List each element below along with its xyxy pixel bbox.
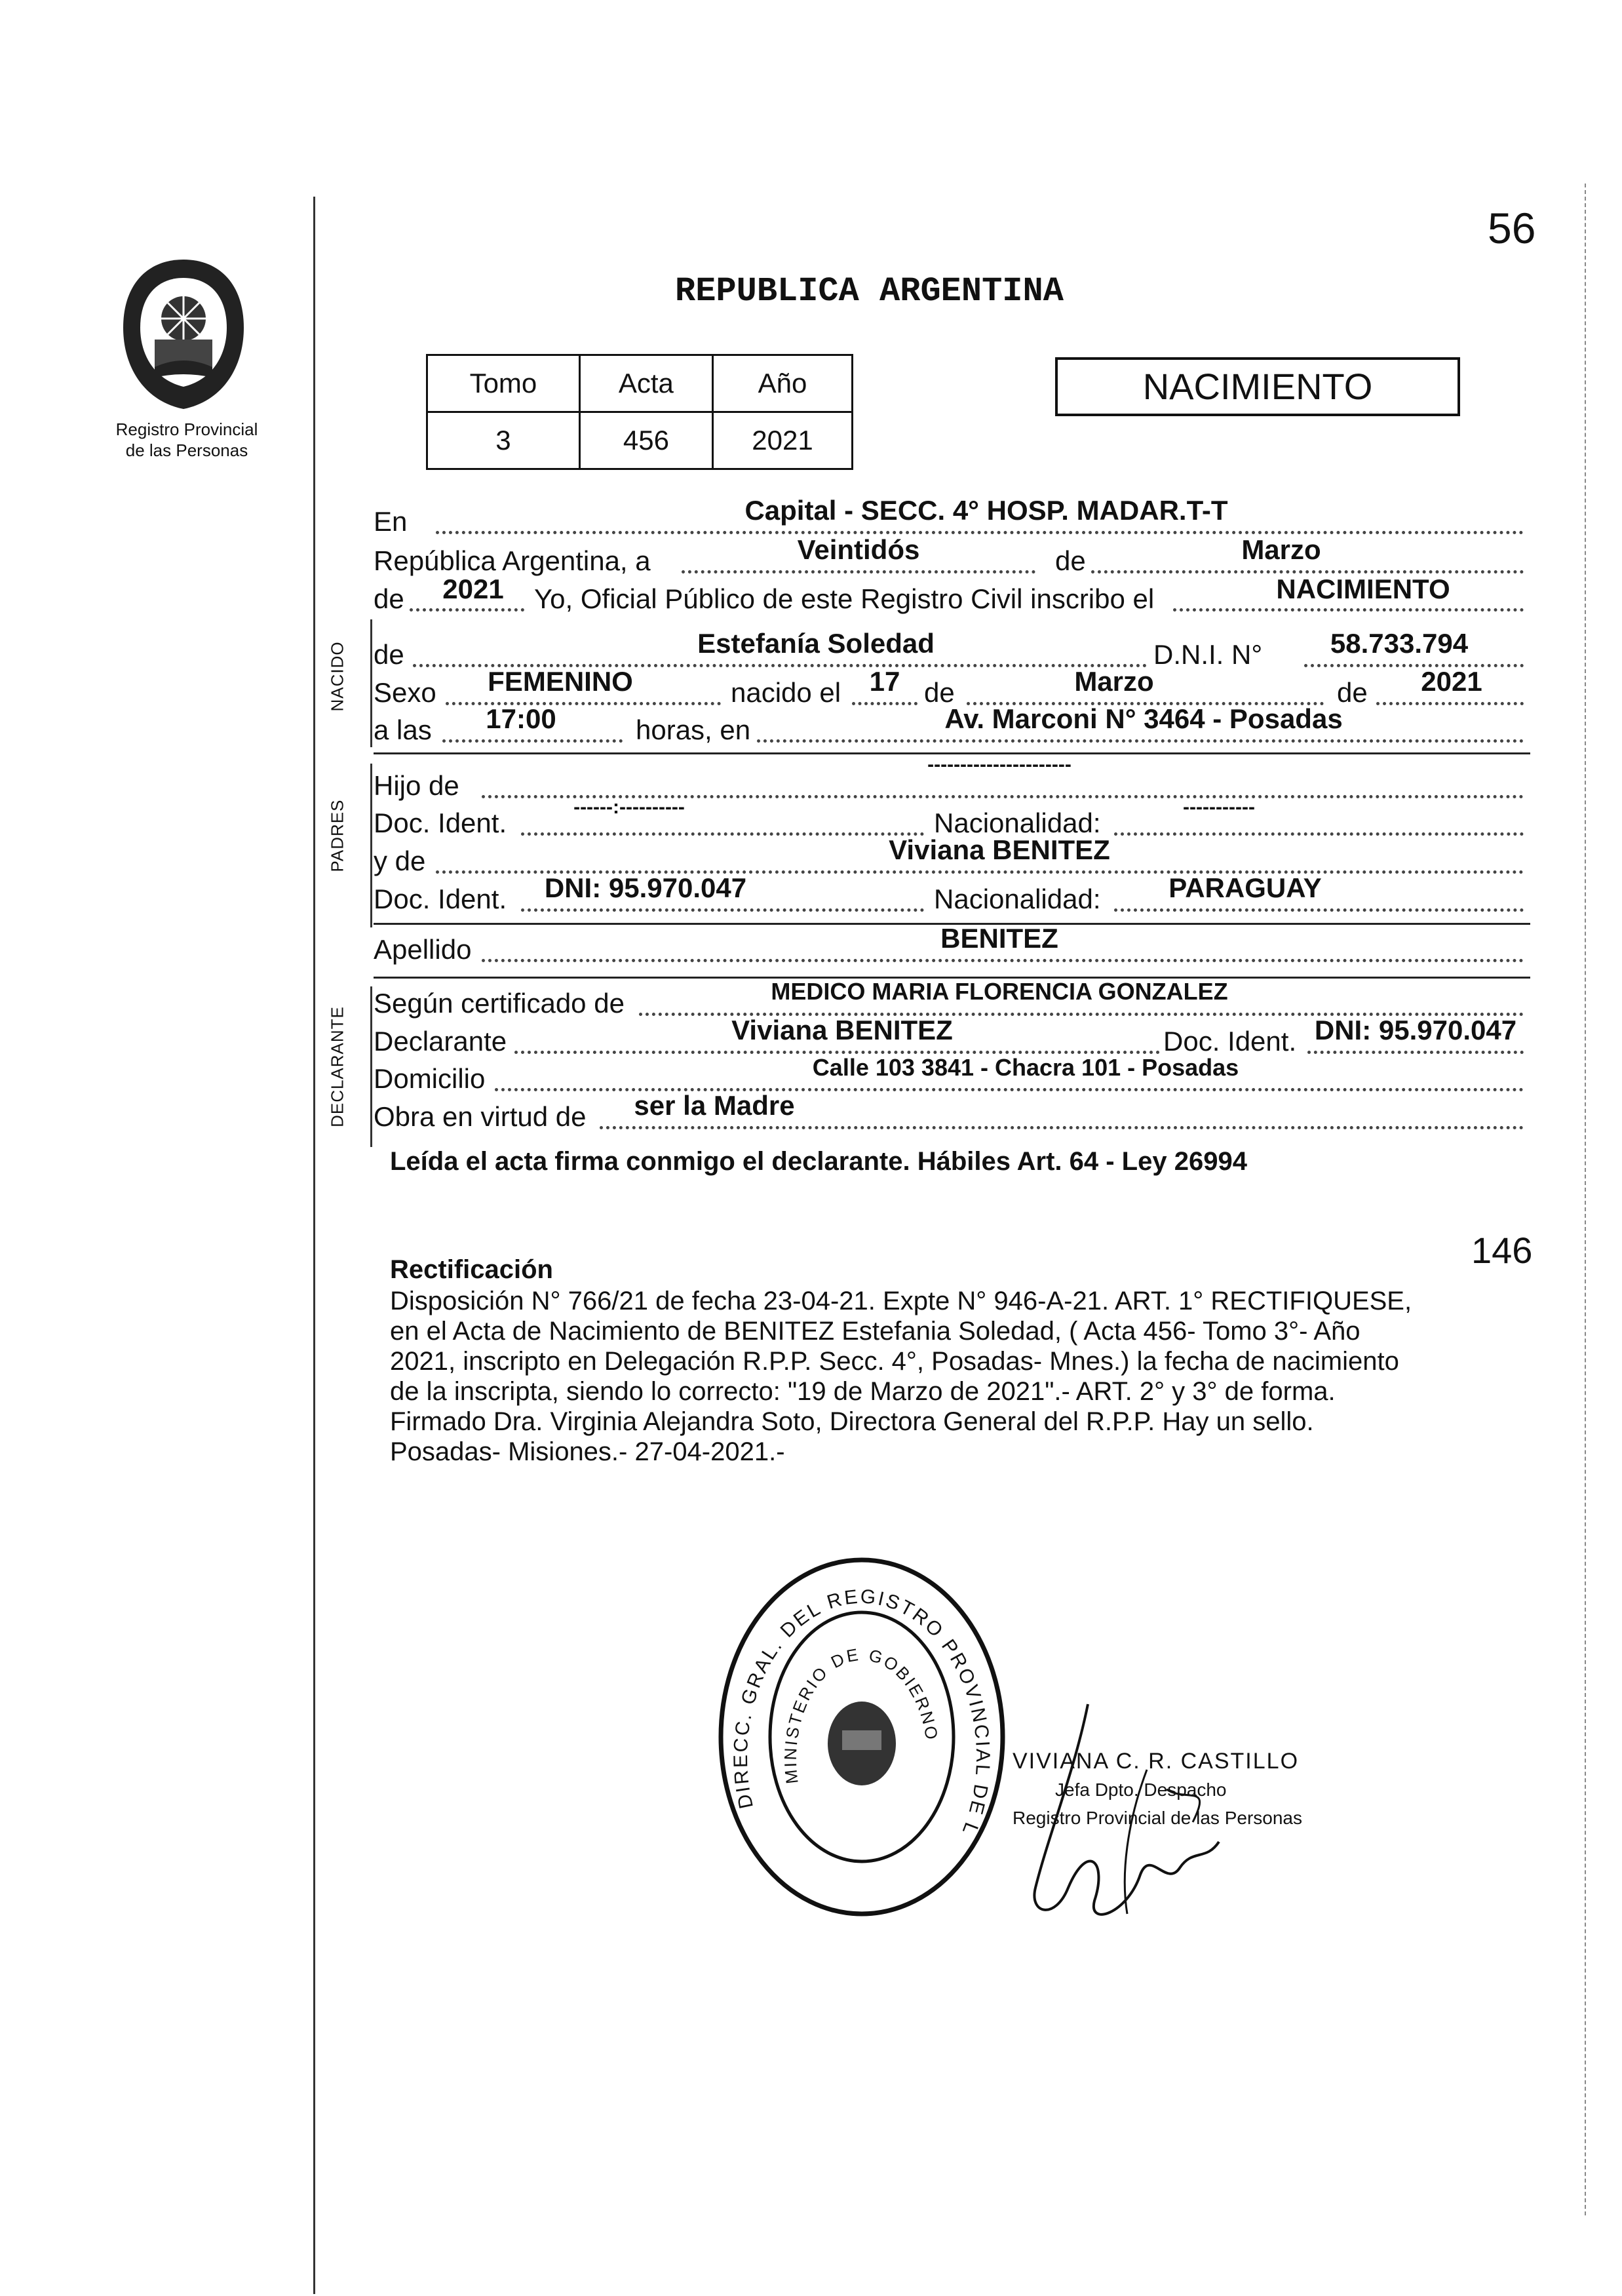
left-margin-line	[313, 197, 315, 2294]
header-tomo: Tomo	[427, 355, 580, 412]
nac2-label: Nacionalidad:	[934, 884, 1101, 914]
padres-section-label: PADRES	[327, 799, 347, 872]
rectificacion-title: Rectificación	[390, 1255, 553, 1284]
alas-label: a las	[374, 714, 432, 745]
header-acta: Acta	[579, 355, 712, 412]
rect-line-1: Disposición N° 766/21 de fecha 23-04-21. Expte N° 946-A-21. ART. 1° RECTIFIQUESE,	[390, 1287, 1412, 1315]
decl-label: Declarante	[374, 1026, 507, 1057]
hijo-value: ----------------------	[927, 754, 1072, 775]
nac2-dots	[1114, 908, 1524, 912]
declarante-section-label: DECLARANTE	[327, 1006, 347, 1127]
cert-label: Según certificado de	[374, 988, 625, 1019]
header-anio: Año	[712, 355, 852, 412]
dni-value: 58.733.794	[1330, 628, 1469, 659]
place-label: En	[374, 506, 408, 537]
apellido-dots	[482, 959, 1524, 962]
yde-label: y de	[374, 846, 426, 876]
birth-year: 2021	[1421, 666, 1482, 697]
apellido-value: BENITEZ	[940, 923, 1058, 954]
birth-de2: de	[1337, 677, 1368, 708]
birth-time: 17:00	[486, 703, 556, 734]
decl-doc-value: DNI: 95.970.047	[1314, 1015, 1517, 1045]
padres-bracket	[370, 764, 372, 927]
nacido-name: Estefanía Soledad	[697, 628, 935, 659]
page-title: REPUBLICA ARGENTINA	[675, 272, 1064, 311]
nac1-value: -----------	[1183, 796, 1255, 818]
decl-doc-dots	[1307, 1051, 1524, 1054]
svg-text:MINISTERIO DE GOBIERNO: MINISTERIO DE GOBIERNO	[780, 1644, 942, 1785]
place-dots	[436, 531, 1524, 534]
doc1-dots	[521, 832, 924, 836]
year-de-label: de	[374, 583, 404, 614]
declarante-bracket	[370, 986, 372, 1147]
doc1-label: Doc. Ident.	[374, 807, 507, 838]
obra-dots	[600, 1126, 1524, 1129]
date-day: Veintidós	[797, 534, 920, 565]
dni-dots	[1304, 664, 1524, 667]
horas-label: horas, en	[636, 714, 751, 745]
nacido-el-label: nacido el	[731, 677, 841, 708]
signer-title: Jefa Dpto. Despacho	[1055, 1780, 1227, 1800]
doc1-value: ------:----------	[573, 796, 685, 818]
decl-value: Viviana BENITEZ	[731, 1015, 953, 1045]
doc2-dots	[521, 908, 924, 912]
dni-label: D.N.I. N°	[1153, 639, 1263, 670]
rect-line-5: Firmado Dra. Virginia Alejandra Soto, Directora General del R.P.P. Hay un sello.	[390, 1407, 1314, 1436]
date-day-dots	[682, 570, 1035, 574]
obra-label: Obra en virtud de	[374, 1101, 587, 1132]
value-acta: 456	[579, 412, 712, 469]
rect-line-4: de la inscripta, siendo lo correcto: "19 de Marzo de 2021".- ART. 2° y 3° de forma.	[390, 1377, 1336, 1406]
nac1-dots	[1114, 832, 1524, 836]
rect-line-3: 2021, inscripto en Delegación R.P.P. Secc. 4°, Posadas- Mnes.) la fecha de nacimiento	[390, 1347, 1399, 1376]
value-anio: 2021	[712, 412, 852, 469]
signer-office: Registro Provincial de las Personas	[1013, 1808, 1302, 1828]
oval-stamp-icon	[714, 1553, 1009, 1920]
sexo-label: Sexo	[374, 677, 436, 708]
document-type-box: NACIMIENTO	[1055, 357, 1460, 416]
year-line-text: Yo, Oficial Público de este Registro Civil inscribo el	[534, 583, 1155, 614]
registry-line-1: Registro Provincial	[115, 419, 258, 439]
nacido-bracket	[370, 619, 372, 747]
apellido-label: Apellido	[374, 934, 472, 965]
rectificacion-number: 146	[1471, 1230, 1533, 1271]
logo	[118, 256, 249, 413]
value-tomo: 3	[427, 412, 580, 469]
closing-text: Leída el acta firma conmigo el declarante. Hábiles Art. 64 - Ley 26994	[390, 1147, 1247, 1176]
cert-value: MEDICO MARIA FLORENCIA GONZALEZ	[771, 978, 1228, 1005]
nac1-label: Nacionalidad:	[934, 807, 1101, 838]
svg-text:DIRECC. GRAL. DEL REGISTRO PRO: DIRECC. GRAL. DEL REGISTRO PROVINCIAL DE L	[729, 1586, 994, 1840]
address-dots	[757, 739, 1524, 743]
signer-name: VIVIANA C. R. CASTILLO	[1013, 1749, 1300, 1774]
day-dots	[852, 702, 917, 705]
birth-year-dots	[1376, 702, 1524, 705]
official-stamp	[714, 1553, 1009, 1920]
rect-line-6: Posadas- Misiones.- 27-04-2021.-	[390, 1437, 785, 1466]
nacido-section-label: NACIDO	[327, 641, 347, 712]
inscribe-value: NACIMIENTO	[1276, 574, 1450, 604]
date-label: República Argentina, a	[374, 545, 651, 576]
dom-label: Domicilio	[374, 1063, 486, 1094]
birth-day: 17	[869, 666, 900, 697]
obra-value: ser la Madre	[634, 1090, 795, 1121]
place-value: Capital - SECC. 4° HOSP. MADAR.T-T	[744, 495, 1228, 526]
time-dots	[442, 739, 623, 743]
date-de-label: de	[1055, 545, 1086, 576]
birth-month: Marzo	[1074, 666, 1154, 697]
registry-line-2: de las Personas	[125, 440, 248, 460]
hijo-label: Hijo de	[374, 770, 459, 801]
year-dots	[410, 608, 524, 612]
decl-doc-label: Doc. Ident.	[1163, 1026, 1297, 1057]
doc2-value: DNI: 95.970.047	[544, 872, 747, 903]
rect-line-2: en el Acta de Nacimiento de BENITEZ Estefania Soledad, ( Acta 456- Tomo 3°- Año	[390, 1317, 1361, 1346]
page-number: 56	[1488, 204, 1536, 252]
date-month: Marzo	[1241, 534, 1321, 565]
rectificacion-body	[390, 1286, 1530, 1467]
provincia-seal-icon	[118, 256, 249, 413]
year-value: 2021	[442, 574, 504, 604]
doc2-label: Doc. Ident.	[374, 884, 507, 914]
nac2-value: PARAGUAY	[1168, 872, 1322, 903]
dom-value: Calle 103 3841 - Chacra 101 - Posadas	[812, 1054, 1239, 1081]
inscribe-dots	[1173, 608, 1524, 612]
madre-name: Viviana BENITEZ	[889, 834, 1110, 865]
birth-de1: de	[924, 677, 955, 708]
nacido-de-label: de	[374, 639, 404, 670]
record-table	[426, 354, 853, 470]
birth-address: Av. Marconi N° 3464 - Posadas	[944, 703, 1343, 734]
right-margin-line	[1585, 184, 1586, 2215]
sexo-value: FEMENINO	[488, 666, 633, 697]
